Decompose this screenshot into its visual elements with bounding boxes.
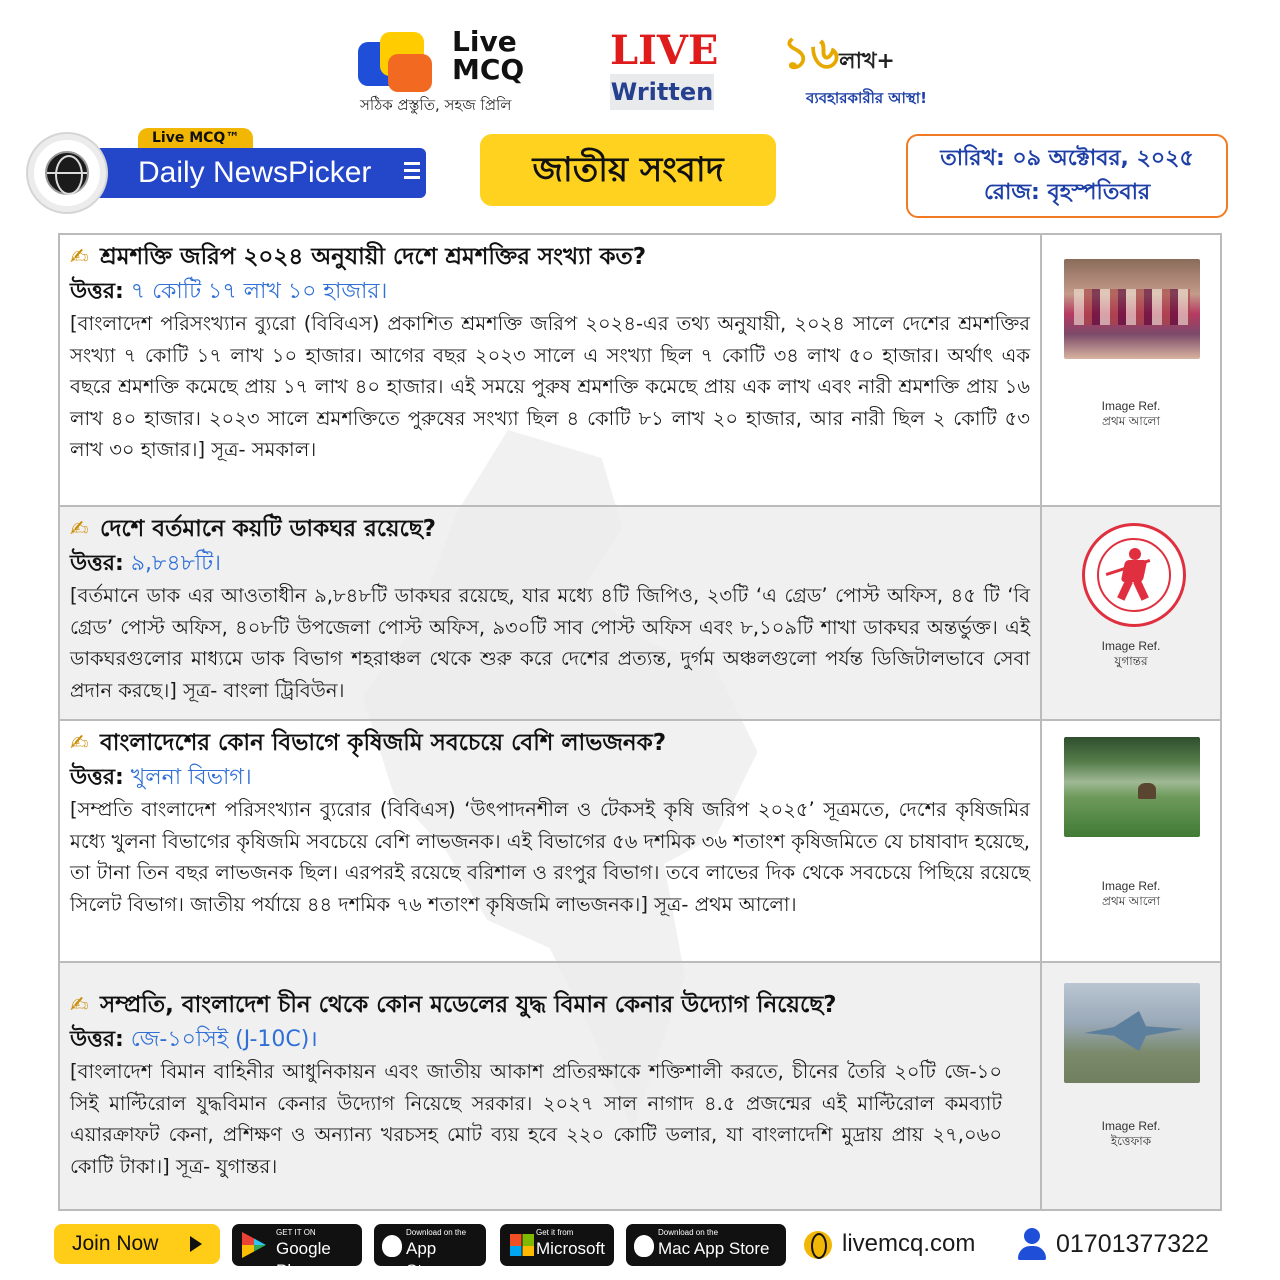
question: ✍ সম্প্রতি, বাংলাদেশ চীন থেকে কোন মডেলের যুদ্ধ বিমান কেনার উদ্যোগ নিয়েছে? [70,987,1030,1024]
livemcq-logo-icon [358,32,442,96]
answer: উত্তর: ৯,৮৪৮টি। [70,551,222,576]
play-arrow-icon [190,1236,202,1252]
category-title: জাতীয় সংবাদ [480,134,776,206]
news-row [60,235,1220,507]
globe-icon [804,1231,832,1259]
news-globe-icon [28,134,106,212]
news-image [1064,737,1200,837]
brand-line-2: MCQ [452,53,525,86]
news-image-cell [1042,721,1220,961]
image-ref: Image Ref. যুগান্তর [1101,639,1161,668]
details: [বর্তমানে ডাক এর আওতাধীন ৯,৮৪৮টি ডাকঘর রয়েছে, যার মধ্যে ৪টি জিপিও, ২৩টি ‘এ গ্রেড’ পোস্ট অফিস, ৪৫ টি ‘বি গ্রেড’ পোস্ট অফিস, ৪০৮টি উপজেলা পোস্ট অফিস, ৯৩০টি সাব পোস্ট অফিস এবং ৮,১০৯টি শাখা ডাকঘর অন্তর্ভুক্ত। এই ডাকঘরগুলোর মাধ্যমে ডাক বিভাগ শহরাঞ্চল থেকে শুরু করে দেশের প্রত্যন্ত, দুর্গম অঞ্চলগুলো পর্যন্ত ডিজিটালভাবে সেবা প্রদান করছে।] সূত্র- বাংলা ট্রিবিউন। [70,584,1030,702]
google-play-icon [242,1232,266,1258]
news-image-cell [1042,507,1220,719]
microsoft-icon [510,1234,534,1256]
answer: উত্তর: জে-১০সিই (J-10C)। [70,1027,318,1052]
answer: উত্তর: ৭ কোটি ১৭ লাখ ১০ হাজার। [70,279,388,304]
support-agent-icon [1018,1228,1046,1260]
news-image-cell [1042,235,1220,505]
app-store-button[interactable]: Download on the App Store [374,1224,486,1266]
details: [বাংলাদেশ পরিসংখ্যান ব্যুরো (বিবিএস) প্রকাশিত শ্রমশক্তি জরিপ ২০২৪-এর তথ্য অনুযায়ী, ২০২৪ সালে দেশের শ্রমশক্তির সংখ্যা ৭ কোটি ১৭ লাখ ১০ হাজার। আগের বছর ২০২৩ সালে এ সংখ্যা ছিল ৭ কোটি ৩৪ লাখ ৫০ হাজার। অর্থাৎ এক বছরে শ্রমশক্তি কমেছে প্রায় ১৭ লাখ ৪০ হাজার। এই সময়ে পুরুষ শ্রমশক্তি কমেছে প্রায় এক লাখ এবং নারী শ্রমশক্তি প্রায় ১৬ লাখ ৪০ হাজার। ২০২৩ সালে শ্রমশক্তিতে পুরুষের সংখ্যা ছিল ৪ কোটি ৮১ লাখ ২০ হাজার, আর নারী ছিল ২ কোটি ৫৩ লাখ ৩০ হাজার।] সূত্র- সমকাল। [70,312,1030,461]
newspicker-logo [28,128,408,220]
users-count: ১৬ [782,28,840,79]
join-now-label: Join Now [72,1232,159,1255]
details: [বাংলাদেশ বিমান বাহিনীর আধুনিকায়ন এবং জাতীয় আকাশ প্রতিরক্ষাকে শক্তিশালী করতে, চীনের তৈরি ২০টি জে-১০ সিই মাল্টিরোল যুদ্ধবিমান কেনার উদ্যোগ নিয়েছে সরকার। ২০২৭ সাল নাগাদ ৪.৫ প্রজন্মের এই মাল্টিরোল কমব্যাট এয়ারক্রাফট কেনা, প্রশিক্ষণ ও অন্যান্য খরচসহ মোট ব্যয় হবে ২২০ কোটি ডলার, যা বাংলাদেশি মুদ্রায় প্রায় ২৭,০৬০ কোটি টাকা।] সূত্র- যুগান্তর। [70,1060,1002,1178]
newspicker-title: Daily NewsPicker [138,156,372,189]
livemcq-brand-name [452,25,525,86]
join-now-button[interactable] [54,1224,220,1264]
apple-icon [634,1235,654,1257]
news-image-cell [1042,963,1220,1209]
brand-tagline: সঠিক প্রস্তুতি, সহজ প্রিলি [360,96,512,114]
news-text-cell [60,721,1042,961]
google-play-button[interactable]: GET IT ON Google Play [232,1224,362,1266]
news-row [60,963,1220,1209]
news-text-cell [60,235,1042,505]
users-badge [782,28,962,114]
news-text-cell [60,963,1042,1209]
live-written-badge [610,27,719,114]
question: ✍ বাংলাদেশের কোন বিভাগে কৃষিজমি সবচেয়ে বেশি লাভজনক? [70,725,1030,762]
brand-line-1: Live [452,25,517,58]
details: [সম্প্রতি বাংলাদেশ পরিসংখ্যান ব্যুরোর (বিবিএস) ‘উৎপাদনশীল ও টেকসই কৃষি জরিপ ২০২৫’ সূত্রমতে, দেশের কৃষিজমির মধ্যে খুলনা বিভাগের কৃষিজমি সবচেয়ে বেশি লাভজনক। এই বিভাগের ৫৬ দশমিক ৩৬ শতাংশ কৃষিজমিতে যে চাষাবাদ হয়েছে, তা টানা তিন বছর লাভজনক ছিল। এরপরই রয়েছে বরিশাল ও রংপুর বিভাগ। তবে লাভের দিক থেকে সবচেয়ে পিছিয়ে রয়েছে সিলেট বিভাগ। জাতীয় পর্যায়ে ৪৪ দশমিক ৭৬ শতাংশ কৃষিজমি লাভজনক।] সূত্র- প্রথম আলো। [70,798,1030,916]
news-row [60,507,1220,721]
newspicker-tag: Live MCQ™ [138,128,253,148]
menu-lines-icon [404,162,420,183]
news-row [60,721,1220,963]
live-label: LIVE [610,27,719,74]
mac-app-store-button[interactable]: Download on the Mac App Store [626,1224,786,1266]
question: ✍ শ্রমশক্তি জরিপ ২০২৪ অনুযায়ী দেশে শ্রমশক্তির সংখ্যা কত? [70,239,1030,276]
news-table [58,233,1222,1211]
news-image [1064,259,1200,359]
website-link[interactable]: livemcq.com [804,1224,975,1264]
footer [0,1222,1280,1280]
date-line: তারিখ: ০৯ অক্টোবর, ২০২৫ [940,146,1194,171]
writing-hand-icon: ✍ [70,517,89,542]
image-ref: Image Ref. ইত্তেফাক [1101,1119,1161,1148]
written-label: Written [610,74,714,110]
writing-hand-icon: ✍ [70,245,89,270]
newspicker-title-bar [88,148,426,198]
users-caption: ব্যবহারকারীর আস্থা! [806,89,928,107]
answer: উত্তর: খুলনা বিভাগ। [70,765,252,790]
image-ref: Image Ref. প্রথম আলো [1101,399,1161,428]
writing-hand-icon: ✍ [70,993,89,1018]
phone-link[interactable]: 01701377322 [1016,1224,1209,1264]
news-image [1064,983,1200,1083]
brand-row [0,25,1280,118]
day-line: রোজ: বৃহস্পতিবার [983,180,1151,205]
image-ref: Image Ref. প্রথম আলো [1101,879,1161,908]
bangladesh-post-seal-icon [1082,523,1186,627]
microsoft-store-button[interactable]: Get it from Microsoft [500,1224,614,1266]
users-suffix: লাখ+ [839,48,895,74]
question: ✍ দেশে বর্তমানে কয়টি ডাকঘর রয়েছে? [70,511,1030,548]
news-text-cell [60,507,1042,719]
date-box [906,134,1228,218]
apple-icon [382,1235,402,1257]
writing-hand-icon: ✍ [70,731,89,756]
